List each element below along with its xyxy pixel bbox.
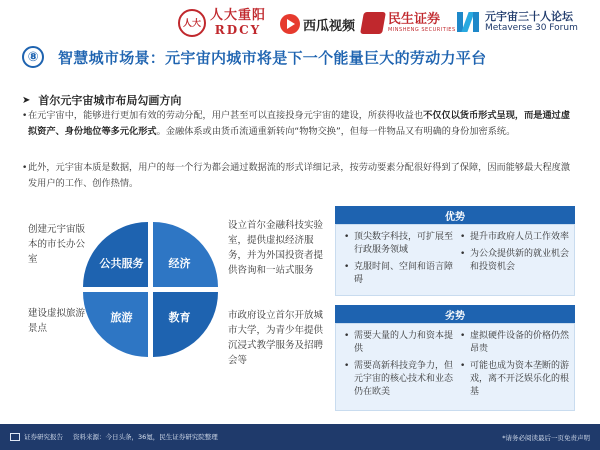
renmin-cn-text: 人大重阳 [210, 8, 267, 23]
label-top-right: 设立首尔金融科技实验室，提供虚拟经济服务，并为外国投资者提供咨询和一站式服务 [228, 220, 324, 276]
para2-text: 此外，元宇宙本质是数据，用户的每一个行为都会通过数据流的形式详细记录，按劳动要素分配很好得到了保障，因而能够最大程度激发用户的工作、创作热情。 [28, 162, 571, 189]
quadrant-diagram [83, 222, 218, 357]
renmin-seal-icon: 人大 [178, 9, 206, 37]
quadrant-public-service [83, 222, 148, 287]
footer-disclaimer: *请务必阅读最后一页免责声明 [502, 434, 590, 442]
book-icon [10, 433, 20, 441]
renmin-en-text: RDCY [214, 23, 262, 37]
xigua-logo [280, 14, 355, 34]
footer-label: 证券研究报告 [24, 433, 63, 441]
quadrant-economy [153, 222, 218, 287]
minsheng-en-text: MINSHENG SECURITIES [388, 27, 456, 33]
bullet-icon: • [22, 163, 28, 173]
bullet-icon: • [22, 111, 28, 121]
advantages-panel [335, 224, 575, 296]
minsheng-mark-icon [360, 12, 386, 34]
xigua-play-icon [280, 14, 300, 34]
minsheng-cn-text: 民生证券 [388, 12, 441, 27]
label-bottom-right: 市政府设立首尔开放城市大学，为青少年提供沉浸式教学服务及招聘会等 [228, 310, 324, 366]
label-top-left: 创建元宇宙版本的市长办公室 [28, 224, 86, 265]
para1-text-c: 。金融体系或由货币流通重新转向“物物交换”，但每一件物品又有明确的身份加密系统。 [156, 126, 516, 137]
section-heading [22, 92, 181, 108]
header-logos [0, 6, 600, 44]
label-bottom-left: 建设虚拟旅游景点 [28, 308, 86, 334]
footer-left [10, 432, 218, 441]
paragraph-1 [22, 108, 576, 140]
forum-mark-icon [455, 10, 481, 34]
quadrant-tourism [83, 292, 148, 357]
list-item: • 克服时间、空间和语言障碍 [344, 261, 456, 287]
list-item: • 需要高新科技竞争力，但元宇宙的核心技术和业态仍在欧美 [344, 360, 456, 399]
title-row [22, 46, 486, 68]
title-number: ⑧ [22, 46, 44, 68]
forum-cn-text: 元宇宙三十人论坛 [485, 10, 573, 23]
advantages-col-1 [344, 231, 456, 291]
list-item: • 虚拟硬件设备的价格仍然昂贵 [460, 330, 572, 356]
footer-source: 资料来源：今日头条，36氪，民生证券研究院整理 [73, 433, 218, 441]
advantages-header: 优势 [335, 206, 575, 224]
arrow-icon: ➤ [22, 94, 31, 106]
list-item: • 顶尖数字科技，可扩展至行政服务领域 [344, 231, 456, 257]
quadrant-label: 公共服务 [99, 256, 144, 270]
page-title: 智慧城市场景：元宇宙内城市将是下一个能量巨大的劳动力平台 [58, 48, 487, 67]
disadvantages-header: 劣势 [335, 305, 575, 323]
para1-text-bold: 不仅仅以货币形式呈现，而是通过虚拟资产、身份地位等多元化形式 [28, 110, 571, 137]
list-item: • 提升市政府人员工作效率 [460, 231, 572, 244]
paragraph-2 [22, 160, 576, 192]
forum-logo [455, 10, 578, 34]
para1-text-a: 在元宇宙中，能够进行更加有效的劳动分配，用户甚至可以直接投身元宇宙的建设，所获得收益也 [28, 110, 424, 121]
quadrant-label: 教育 [168, 310, 191, 324]
renmin-logo [178, 8, 266, 37]
list-item: • 需要大量的人力和资本提供 [344, 330, 456, 356]
xigua-text: 西瓜视频 [303, 18, 356, 34]
list-item: • 可能也成为资本垄断的游戏，离不开泛娱乐化的根基 [460, 360, 572, 399]
quadrant-education [153, 292, 218, 357]
footer [0, 424, 600, 450]
disadvantages-col-1 [344, 330, 456, 403]
section-title: 首尔元宇宙城市布局勾画方向 [38, 94, 182, 107]
disadvantages-panel [335, 323, 575, 411]
list-item: • 为公众提供新的就业机会和投资机会 [460, 248, 572, 274]
forum-en-text: Metaverse 30 Forum [485, 23, 578, 33]
minsheng-logo [362, 12, 456, 34]
disadvantages-col-2 [460, 330, 572, 403]
quadrant-label: 经济 [168, 256, 191, 270]
advantages-col-2 [460, 231, 572, 278]
quadrant-label: 旅游 [110, 310, 133, 324]
